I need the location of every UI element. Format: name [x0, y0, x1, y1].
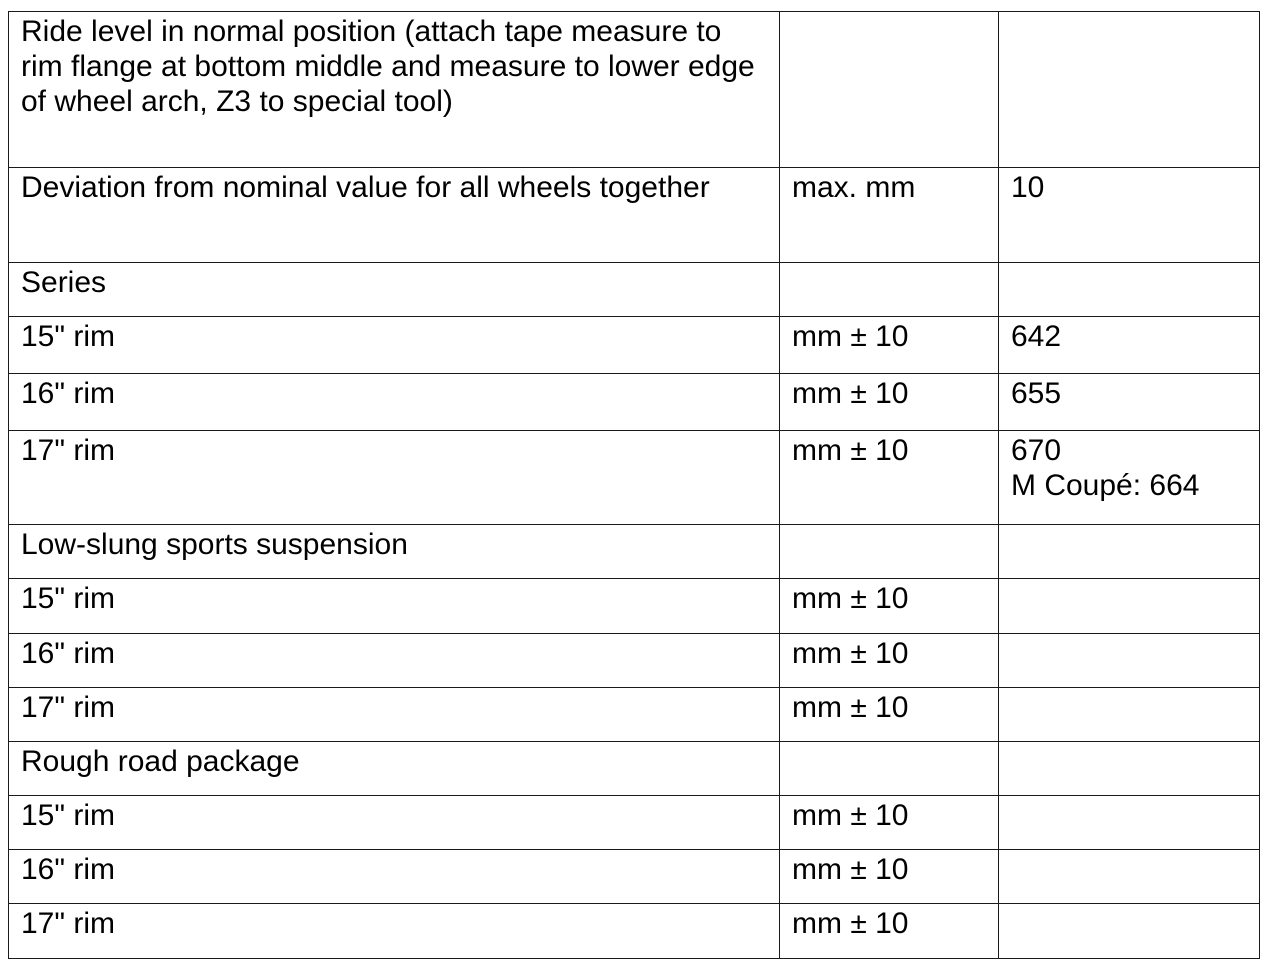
row-description: Deviation from nominal value for all wheels together	[9, 168, 780, 263]
row-description: 17" rim	[9, 431, 780, 525]
row-value-primary: 670	[1011, 434, 1062, 467]
row-value	[999, 263, 1260, 317]
row-unit: mm ± 10	[780, 431, 999, 525]
row-value	[999, 634, 1260, 688]
row-description: Ride level in normal position (attach tape measure to rim flange at bottom middle and measure to lower edge of wheel arch, Z3 to special tool)	[9, 12, 780, 168]
row-unit: mm ± 10	[780, 688, 999, 742]
row-unit: mm ± 10	[780, 796, 999, 850]
row-description: 16" rim	[9, 374, 780, 431]
row-value	[999, 579, 1260, 634]
row-value	[999, 796, 1260, 850]
row-unit: max. mm	[780, 168, 999, 263]
row-value-primary: 642	[1011, 320, 1062, 353]
row-section-heading: Low-slung sports suspension	[9, 525, 780, 579]
ride-level-spec-table	[8, 11, 1260, 959]
row-description: 16" rim	[9, 634, 780, 688]
table-row	[9, 850, 1260, 904]
row-value	[999, 850, 1260, 904]
table-row	[9, 431, 1260, 525]
table-row	[9, 263, 1260, 317]
row-value-secondary: M Coupé: 664	[1011, 469, 1200, 502]
table-row	[9, 579, 1260, 634]
row-value-primary: 655	[1011, 377, 1062, 410]
row-description: 17" rim	[9, 688, 780, 742]
table-row	[9, 525, 1260, 579]
table-row	[9, 796, 1260, 850]
table-row	[9, 12, 1260, 168]
row-unit: mm ± 10	[780, 374, 999, 431]
table-row	[9, 904, 1260, 959]
row-section-heading: Series	[9, 263, 780, 317]
table-row	[9, 634, 1260, 688]
row-value	[999, 12, 1260, 168]
table-row	[9, 742, 1260, 796]
row-value	[999, 374, 1260, 431]
row-value-primary: 10	[1011, 171, 1045, 204]
row-unit	[780, 12, 999, 168]
row-value	[999, 168, 1260, 263]
row-unit	[780, 742, 999, 796]
table-row	[9, 688, 1260, 742]
row-value	[999, 317, 1260, 374]
row-value	[999, 525, 1260, 579]
table-row	[9, 374, 1260, 431]
row-description: 16" rim	[9, 850, 780, 904]
row-value	[999, 688, 1260, 742]
row-description: 15" rim	[9, 579, 780, 634]
row-value	[999, 904, 1260, 959]
table-row	[9, 168, 1260, 263]
row-unit	[780, 263, 999, 317]
row-unit: mm ± 10	[780, 850, 999, 904]
row-value	[999, 742, 1260, 796]
row-description: 15" rim	[9, 796, 780, 850]
row-unit: mm ± 10	[780, 579, 999, 634]
row-value	[999, 431, 1260, 525]
table-row	[9, 317, 1260, 374]
row-description: 15" rim	[9, 317, 780, 374]
row-unit	[780, 525, 999, 579]
row-description: 17" rim	[9, 904, 780, 959]
row-section-heading: Rough road package	[9, 742, 780, 796]
row-unit: mm ± 10	[780, 634, 999, 688]
row-unit: mm ± 10	[780, 904, 999, 959]
row-unit: mm ± 10	[780, 317, 999, 374]
